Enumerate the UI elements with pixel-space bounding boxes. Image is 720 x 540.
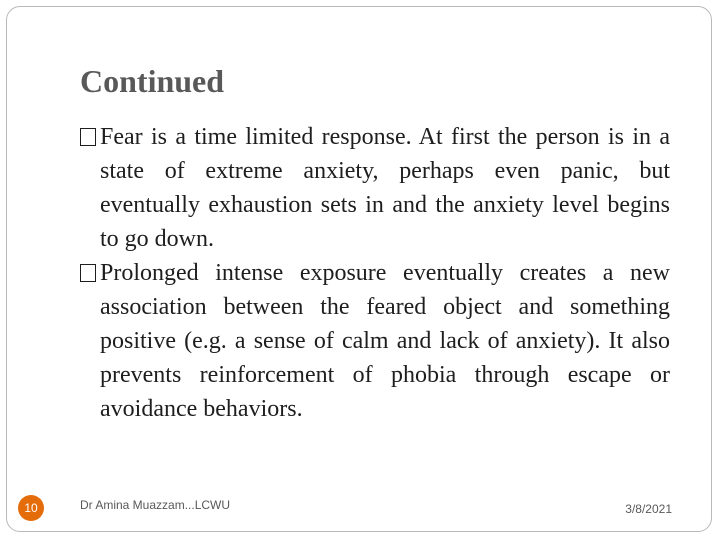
footer-author: Dr Amina Muazzam...LCWU [80,498,231,512]
bullet-list [80,120,670,426]
bullet-item [80,120,670,256]
bullet-text: Prolonged intense exposure eventually creates a new association between the feared object and something positive (e.g. a sense of calm and lack of anxiety). It also prevents reinforcement of phobia through escape or avoidance behaviors. [100,260,670,422]
bullet-text: Fear is a time limited response. At first the person is in a state of extreme anxiety, perhaps even panic, but eventually exhaustion sets in and the anxiety level begins to go down. [100,124,670,252]
bullet-item [80,256,670,426]
slide-title: Continued [80,63,225,99]
slide-number-badge: 10 [18,495,44,521]
bullet-box-icon [80,128,96,146]
footer-date: 3/8/2021 [625,502,672,516]
bullet-box-icon [80,264,96,282]
